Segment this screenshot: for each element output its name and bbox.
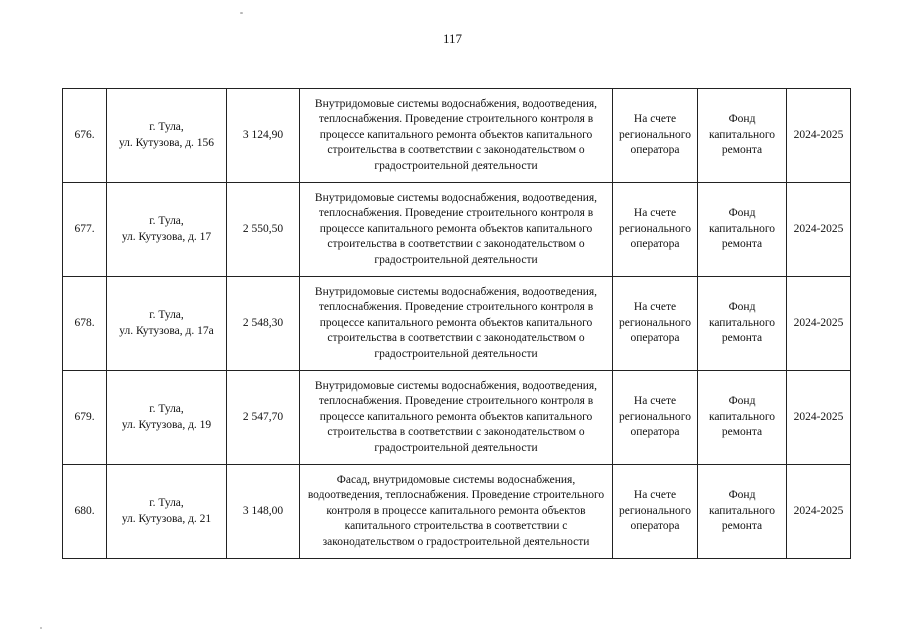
account-line-2: регионального xyxy=(619,410,691,423)
period-cell xyxy=(787,183,851,277)
account-line-1: На счете xyxy=(633,489,677,502)
work-description: Фасад, внутридомовые системы водоснабжения, водоотведения, теплоснабжения. Проведение строительного контроля в процессе капитального ремонта объектов капитального строительства в соответствии с законодательством о градостроительной деятельности xyxy=(307,473,605,548)
account-line-2: регионального xyxy=(619,128,691,141)
period-value: 2024-2025 xyxy=(793,128,844,141)
fund-line-2: капитального xyxy=(708,128,776,141)
period-value: 2024-2025 xyxy=(793,316,844,329)
work-description: Внутридомовые системы водоснабжения, водоотведения, теплоснабжения. Проведение строительного контроля в процессе капитального ремонта объектов капитального строительства в соответствии с законодательством о градостроительной деятельности xyxy=(314,191,598,266)
table-row xyxy=(63,277,851,371)
work-description: Внутридомовые системы водоснабжения, водоотведения, теплоснабжения. Проведение строительного контроля в процессе капитального ремонта объектов капитального строительства в соответствии с законодательством о градостроительной деятельности xyxy=(314,285,598,360)
work-description: Внутридомовые системы водоснабжения, водоотведения, теплоснабжения. Проведение строительного контроля в процессе капитального ремонта объектов капитального строительства в соответствии с законодательством о градостроительной деятельности xyxy=(314,379,598,454)
fund-cell xyxy=(698,89,787,183)
fund-line-3: ремонта xyxy=(721,520,763,533)
area-value: 2 548,30 xyxy=(242,316,284,329)
address-cell xyxy=(107,183,227,277)
area-value: 2 547,70 xyxy=(242,410,284,423)
row-number-cell xyxy=(63,183,107,277)
fund-cell xyxy=(698,277,787,371)
account-line-3: оператора xyxy=(630,238,680,251)
period-value: 2024-2025 xyxy=(793,222,844,235)
area-value: 3 124,90 xyxy=(242,128,284,141)
address-cell xyxy=(107,277,227,371)
period-cell xyxy=(787,371,851,465)
address-city: г. Тула, xyxy=(149,403,184,415)
period-value: 2024-2025 xyxy=(793,410,844,423)
row-number-cell xyxy=(63,277,107,371)
fund-line-1: Фонд xyxy=(728,113,756,126)
scan-speck xyxy=(240,12,243,14)
fund-line-3: ремонта xyxy=(721,426,763,439)
page-number: 117 xyxy=(442,31,463,46)
address-street: ул. Кутузова, д. 17 xyxy=(121,230,212,243)
fund-line-1: Фонд xyxy=(728,207,756,220)
account-line-2: регионального xyxy=(619,222,691,235)
area-value: 3 148,00 xyxy=(242,504,284,517)
address-street: ул. Кутузова, д. 156 xyxy=(118,136,215,149)
address-city: г. Тула, xyxy=(149,497,184,509)
fund-line-2: капитального xyxy=(708,504,776,517)
row-number: 680. xyxy=(74,504,95,517)
address-city: г. Тула, xyxy=(149,215,184,227)
fund-line-1: Фонд xyxy=(728,489,756,502)
area-cell xyxy=(227,277,300,371)
work-description-cell xyxy=(300,277,613,371)
address-city: г. Тула, xyxy=(149,309,184,321)
row-number-cell xyxy=(63,89,107,183)
row-number: 678. xyxy=(74,316,95,329)
account-cell xyxy=(613,277,698,371)
address-street: ул. Кутузова, д. 19 xyxy=(121,418,212,431)
account-line-1: На счете xyxy=(633,395,677,408)
repair-registry-table xyxy=(62,88,851,559)
account-cell xyxy=(613,183,698,277)
fund-line-2: капитального xyxy=(708,222,776,235)
account-line-1: На счете xyxy=(633,301,677,314)
account-line-1: На счете xyxy=(633,113,677,126)
account-cell xyxy=(613,89,698,183)
area-cell xyxy=(227,183,300,277)
period-cell xyxy=(787,89,851,183)
table-row xyxy=(63,465,851,559)
address-cell xyxy=(107,89,227,183)
fund-cell xyxy=(698,465,787,559)
address-cell xyxy=(107,371,227,465)
account-line-1: На счете xyxy=(633,207,677,220)
address-cell xyxy=(107,465,227,559)
table-row xyxy=(63,371,851,465)
period-cell xyxy=(787,465,851,559)
account-line-2: регионального xyxy=(619,316,691,329)
fund-line-3: ремонта xyxy=(721,144,763,157)
fund-line-3: ремонта xyxy=(721,332,763,345)
work-description-cell xyxy=(300,371,613,465)
period-cell xyxy=(787,277,851,371)
row-number: 677. xyxy=(74,222,95,235)
account-line-3: оператора xyxy=(630,332,680,345)
work-description-cell xyxy=(300,89,613,183)
row-number: 676. xyxy=(74,128,95,141)
account-line-2: регионального xyxy=(619,504,691,517)
account-line-3: оператора xyxy=(630,520,680,533)
work-description: Внутридомовые системы водоснабжения, водоотведения, теплоснабжения. Проведение строительного контроля в процессе капитального ремонта объектов капитального строительства в соответствии с законодательством о градостроительной деятельности xyxy=(314,97,598,172)
account-line-3: оператора xyxy=(630,144,680,157)
row-number-cell xyxy=(63,465,107,559)
period-value: 2024-2025 xyxy=(793,504,844,517)
work-description-cell xyxy=(300,183,613,277)
scan-speck xyxy=(40,627,42,629)
work-description-cell xyxy=(300,465,613,559)
account-cell xyxy=(613,465,698,559)
area-value: 2 550,50 xyxy=(242,222,284,235)
fund-line-2: капитального xyxy=(708,410,776,423)
row-number-cell xyxy=(63,371,107,465)
fund-cell xyxy=(698,371,787,465)
fund-line-1: Фонд xyxy=(728,395,756,408)
fund-line-3: ремонта xyxy=(721,238,763,251)
address-city: г. Тула, xyxy=(149,121,184,133)
table-row xyxy=(63,89,851,183)
area-cell xyxy=(227,89,300,183)
fund-cell xyxy=(698,183,787,277)
account-line-3: оператора xyxy=(630,426,680,439)
fund-line-2: капитального xyxy=(708,316,776,329)
address-street: ул. Кутузова, д. 17а xyxy=(119,324,214,337)
area-cell xyxy=(227,371,300,465)
table-row xyxy=(63,183,851,277)
row-number: 679. xyxy=(74,410,95,423)
address-street: ул. Кутузова, д. 21 xyxy=(121,512,212,525)
fund-line-1: Фонд xyxy=(728,301,756,314)
area-cell xyxy=(227,465,300,559)
account-cell xyxy=(613,371,698,465)
